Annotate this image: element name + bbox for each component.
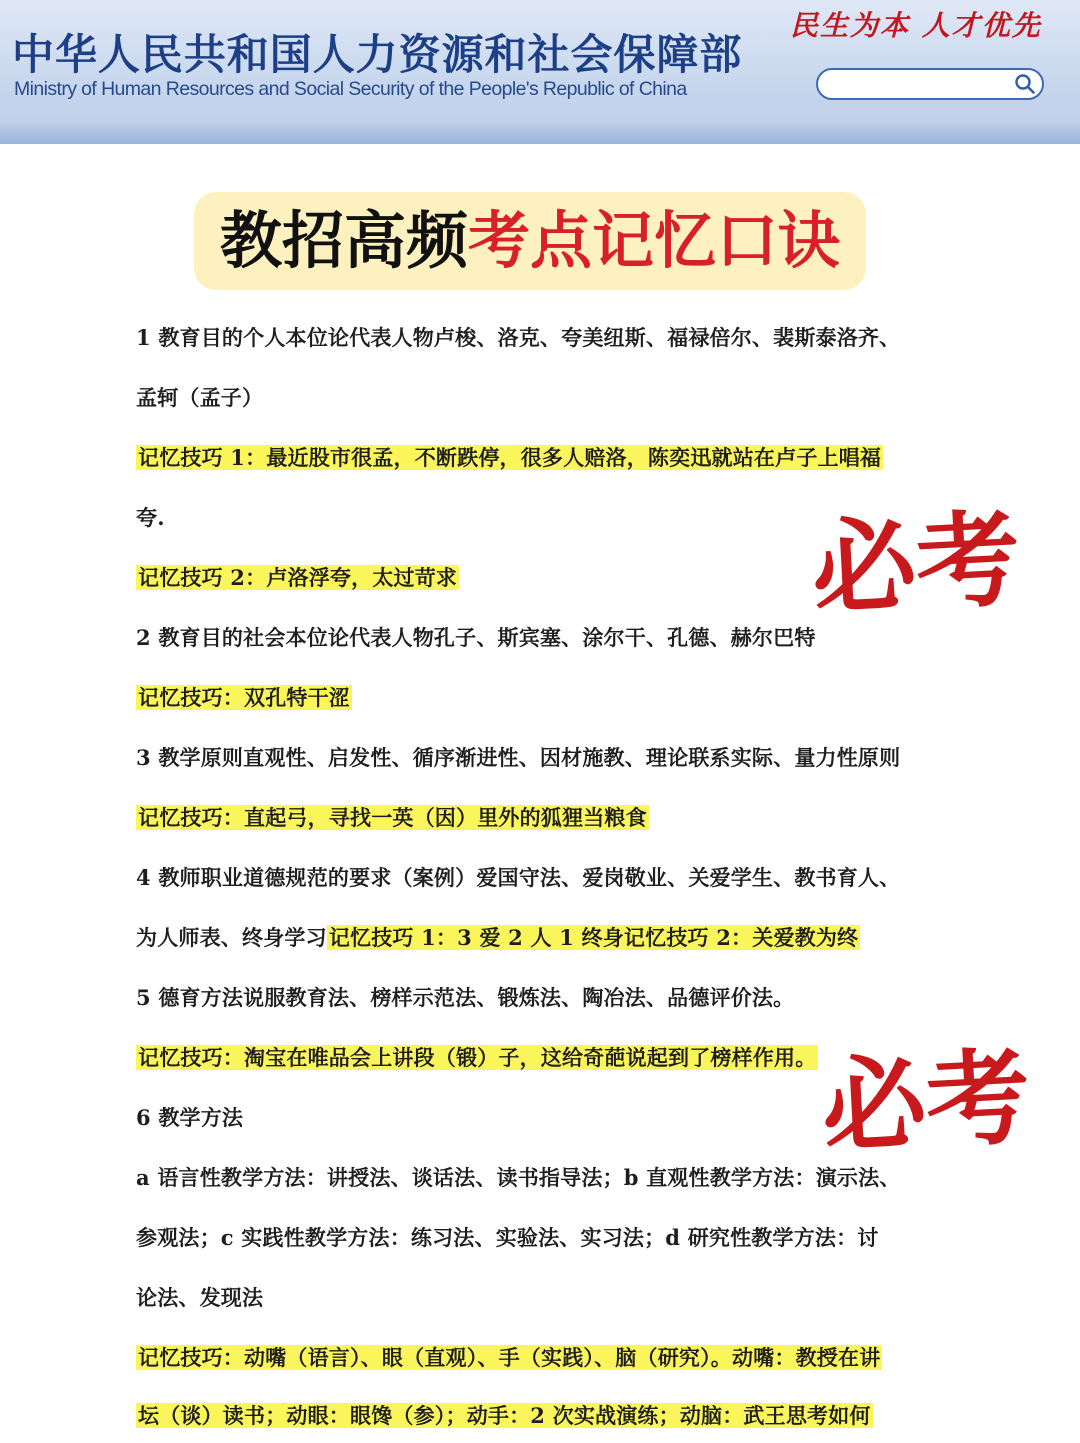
title-part-red: 考点记忆口诀 — [468, 204, 841, 277]
text-line — [136, 1220, 879, 1256]
line-text: 论法、发现法 — [136, 1285, 264, 1310]
search-input[interactable] — [816, 68, 1044, 100]
line-text: 3 教学原则直观性、启发性、循序渐进性、因材施教、理论联系实际、量力性原则 — [136, 745, 901, 770]
text-line — [136, 980, 794, 1016]
memory-tip-line — [136, 440, 883, 476]
memory-tip-highlight: 记忆技巧：直起弓，寻找一英（因）里外的狐狸当粮食 — [138, 805, 647, 830]
memory-tip-highlight: 坛（谈）读书；动眼：眼馋（参）；动手：2 次实战演练；动脑：武王思考如何 — [138, 1403, 871, 1428]
text-line — [136, 1160, 901, 1196]
text-line — [136, 1280, 263, 1316]
text-line — [136, 740, 900, 776]
memory-tip-highlight: 记忆技巧：双孔特干涩 — [138, 685, 350, 710]
line-text: 为人师表、终身学习 — [136, 925, 327, 950]
text-line — [136, 860, 900, 896]
motto-calligraphy: 民生为本 人才优先 — [790, 9, 1042, 42]
line-text: 参观法；c 实践性教学方法：练习法、实验法、实习法；d 研究性教学方法：讨 — [136, 1225, 879, 1250]
text-line — [136, 320, 900, 356]
mixed-line — [136, 920, 860, 956]
text-line — [136, 500, 165, 536]
text-line — [136, 380, 263, 416]
text-line — [136, 620, 816, 656]
must-test-stamp: 必考 — [808, 497, 1024, 631]
line-text: 4 教师职业道德规范的要求（案例）爱国守法、爱岗敬业、关爱学生、教书育人、 — [136, 865, 901, 890]
line-text: 夸. — [136, 505, 165, 530]
memory-tip-highlight: 记忆技巧：动嘴（语言）、眼（直观）、手（实践）、脑（研究）。动嘴：教授在讲 — [138, 1345, 881, 1370]
memory-tip-line — [136, 1398, 873, 1434]
line-text: 2 教育目的社会本位论代表人物孔子、斯宾塞、涂尔干、孔德、赫尔巴特 — [136, 625, 816, 650]
search-icon[interactable] — [1014, 73, 1036, 95]
text-line — [136, 1100, 243, 1136]
must-test-stamp: 必考 — [818, 1035, 1034, 1169]
ministry-name-cn: 中华人民共和国人力资源和社会保障部 — [12, 30, 743, 79]
line-text: 1 教育目的个人本位论代表人物卢梭、洛克、夸美纽斯、福禄倍尔、裴斯泰洛齐、 — [136, 325, 901, 350]
memory-tip-highlight: 记忆技巧 1：3 爱 2 人 1 终身记忆技巧 2：关爱教为终 — [328, 925, 859, 950]
ministry-banner — [0, 0, 1080, 144]
memory-tip-line — [136, 560, 459, 596]
page-title — [194, 196, 866, 286]
memory-tip-highlight: 记忆技巧 1：最近股市很孟，不断跌停，很多人赔洛，陈奕迅就站在卢子上唱福 — [138, 445, 882, 470]
title-part-black: 教招高频 — [219, 204, 468, 277]
memory-tip-line — [136, 680, 352, 716]
line-text: 6 教学方法 — [136, 1105, 244, 1130]
line-text: 孟轲（孟子） — [136, 385, 264, 410]
memory-tip-line — [136, 800, 649, 836]
ministry-name-en: Ministry of Human Resources and Social Security of the People's Republic of China — [14, 78, 687, 100]
memory-tip-highlight: 记忆技巧 2：卢洛浮夸，太过苛求 — [138, 565, 458, 590]
memory-tip-line — [136, 1340, 882, 1376]
line-text: 5 德育方法说服教育法、榜样示范法、锻炼法、陶冶法、品德评价法。 — [136, 985, 795, 1010]
memory-tip-line — [136, 1040, 818, 1076]
line-text: a 语言性教学方法：讲授法、谈话法、读书指导法；b 直观性教学方法：演示法、 — [136, 1165, 901, 1190]
memory-tip-highlight: 记忆技巧：淘宝在唯品会上讲段（锻）子，这给奇葩说起到了榜样作用。 — [138, 1045, 817, 1070]
